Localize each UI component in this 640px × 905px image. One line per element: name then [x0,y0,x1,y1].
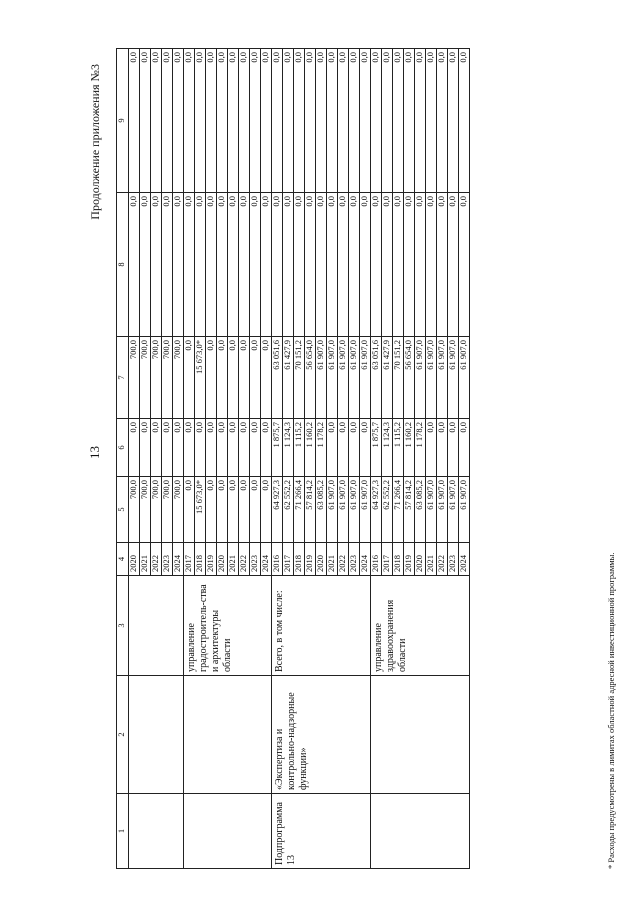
year-cell: 2023 [349,543,360,576]
year-cell: 2024 [173,543,184,576]
value-cell: 0,0 [217,193,228,337]
executor-cell [129,576,184,676]
year-cell: 2017 [382,543,393,576]
column-number: 5 [117,477,129,543]
executor-cell: управление градостроитель-ства и архитектуры области [184,576,272,676]
year-cell: 2019 [305,543,316,576]
value-cell: 0,0 [129,49,140,193]
value-cell: 0,0 [294,49,305,193]
value-cell: 0,0 [151,419,162,477]
value-cell: 61 907,0 [459,337,470,419]
year-cell: 2018 [294,543,305,576]
value-cell: 700,0 [173,337,184,419]
value-cell: 1 875,7 [371,419,382,477]
value-cell: 57 814,2 [404,477,415,543]
value-cell: 0,0 [250,477,261,543]
value-cell: 0,0 [415,193,426,337]
value-cell: 61 907,0 [426,477,437,543]
year-cell: 2017 [283,543,294,576]
year-cell: 2023 [448,543,459,576]
value-cell: 700,0 [140,477,151,543]
value-cell: 0,0 [415,49,426,193]
value-cell: 0,0 [283,49,294,193]
executor-cell: управление здравоохранения области [371,576,470,676]
year-cell: 2020 [316,543,327,576]
value-cell: 0,0 [250,337,261,419]
value-cell: 0,0 [206,49,217,193]
page-number: 13 [87,446,102,459]
value-cell: 0,0 [426,419,437,477]
value-cell: 0,0 [239,477,250,543]
value-cell: 0,0 [228,477,239,543]
value-cell: 700,0 [140,337,151,419]
value-cell: 0,0 [217,419,228,477]
value-cell: 0,0 [184,49,195,193]
value-cell: 0,0 [327,193,338,337]
value-cell: 64 927,3 [371,477,382,543]
value-cell: 0,0 [349,419,360,477]
value-cell: 63 085,2 [316,477,327,543]
value-cell: 0,0 [261,337,272,419]
table-row [272,49,283,869]
value-cell: 0,0 [305,49,316,193]
subprogram-name-cell: «Экспертиза и контрольно-надзорные функции» [272,676,371,794]
value-cell: 63 051,6 [371,337,382,419]
column-number: 2 [117,676,129,794]
value-cell: 0,0 [140,193,151,337]
value-cell: 62 552,2 [382,477,393,543]
value-cell: 1 124,3 [283,419,294,477]
year-cell: 2016 [371,543,382,576]
year-cell: 2023 [250,543,261,576]
budget-table [116,48,470,869]
value-cell: 64 927,3 [272,477,283,543]
footnote: * Расходы предусмотрены в лимитах областной адресной инвестиционной программы. [606,552,616,869]
value-cell: 61 907,0 [327,477,338,543]
value-cell: 63 051,6 [272,337,283,419]
value-cell: 1 160,2 [404,419,415,477]
value-cell: 0,0 [349,193,360,337]
value-cell: 61 907,0 [459,477,470,543]
year-cell: 2024 [459,543,470,576]
value-cell: 0,0 [261,49,272,193]
table-row [371,49,382,869]
table-row [184,49,195,869]
column-number: 9 [117,49,129,193]
value-cell: 62 552,2 [283,477,294,543]
value-cell: 0,0 [195,193,206,337]
column-number-row [117,49,129,869]
year-cell: 2020 [129,543,140,576]
value-cell: 700,0 [151,477,162,543]
year-cell: 2020 [217,543,228,576]
value-cell: 0,0 [393,193,404,337]
year-cell: 2021 [140,543,151,576]
value-cell: 0,0 [250,419,261,477]
value-cell: 0,0 [338,193,349,337]
value-cell: 0,0 [217,337,228,419]
value-cell: 0,0 [316,193,327,337]
value-cell: 0,0 [173,49,184,193]
value-cell: 0,0 [283,193,294,337]
year-cell: 2024 [261,543,272,576]
value-cell: 0,0 [393,49,404,193]
value-cell: 0,0 [272,49,283,193]
value-cell: 700,0 [162,477,173,543]
value-cell: 0,0 [228,419,239,477]
value-cell: 0,0 [437,193,448,337]
value-cell: 0,0 [382,49,393,193]
value-cell: 61 907,0 [448,337,459,419]
table-body [129,49,470,869]
value-cell: 0,0 [228,337,239,419]
value-cell: 0,0 [195,49,206,193]
value-cell: 0,0 [426,49,437,193]
value-cell: 56 654,0 [305,337,316,419]
value-cell: 1 115,2 [393,419,404,477]
value-cell: 0,0 [206,193,217,337]
value-cell: 0,0 [129,193,140,337]
value-cell: 0,0 [162,49,173,193]
value-cell: 0,0 [272,193,283,337]
year-cell: 2016 [272,543,283,576]
year-cell: 2022 [239,543,250,576]
subprogram-name-cell [371,676,470,794]
subprogram-number-cell [371,794,470,869]
value-cell: 0,0 [426,193,437,337]
column-number: 3 [117,576,129,676]
value-cell: 61 427,9 [382,337,393,419]
value-cell: 0,0 [239,193,250,337]
value-cell: 0,0 [184,419,195,477]
value-cell: 0,0 [382,193,393,337]
table-row [129,49,140,869]
value-cell: 0,0 [294,193,305,337]
value-cell: 0,0 [316,49,327,193]
year-cell: 2018 [393,543,404,576]
value-cell: 700,0 [151,337,162,419]
value-cell: 0,0 [184,477,195,543]
value-cell: 0,0 [217,49,228,193]
value-cell: 1 115,2 [294,419,305,477]
value-cell: 61 907,0 [360,337,371,419]
year-cell: 2021 [327,543,338,576]
subprogram-number-cell: Подпрограмма 13 [272,794,371,869]
value-cell: 57 814,2 [305,477,316,543]
value-cell: 0,0 [184,193,195,337]
value-cell: 61 907,0 [327,337,338,419]
value-cell: 0,0 [371,49,382,193]
year-cell: 2019 [404,543,415,576]
value-cell: 0,0 [360,419,371,477]
value-cell: 0,0 [448,419,459,477]
column-number: 4 [117,543,129,576]
value-cell: 0,0 [459,193,470,337]
value-cell: 0,0 [261,477,272,543]
value-cell: 0,0 [261,193,272,337]
value-cell: 0,0 [151,49,162,193]
year-cell: 2024 [360,543,371,576]
value-cell: 0,0 [217,477,228,543]
value-cell: 61 907,0 [349,337,360,419]
value-cell: 0,0 [327,49,338,193]
year-cell: 2022 [338,543,349,576]
appendix-title: Продолжение приложения №3 [88,64,102,220]
value-cell: 700,0 [129,337,140,419]
value-cell: 1 124,3 [382,419,393,477]
value-cell: 0,0 [448,49,459,193]
value-cell: 1 178,2 [415,419,426,477]
value-cell: 1 875,7 [272,419,283,477]
value-cell: 61 907,0 [415,337,426,419]
year-cell: 2019 [206,543,217,576]
value-cell: 0,0 [338,419,349,477]
column-number: 7 [117,337,129,419]
value-cell: 0,0 [360,49,371,193]
value-cell: 0,0 [360,193,371,337]
value-cell: 61 907,0 [437,337,448,419]
year-cell: 2023 [162,543,173,576]
value-cell: 61 907,0 [316,337,327,419]
value-cell: 61 907,0 [349,477,360,543]
column-number: 6 [117,419,129,477]
value-cell: 61 907,0 [360,477,371,543]
value-cell: 0,0 [228,193,239,337]
value-cell: 63 085,2 [415,477,426,543]
value-cell: 0,0 [305,193,316,337]
value-cell: 0,0 [206,477,217,543]
value-cell: 61 907,0 [338,337,349,419]
value-cell: 61 907,0 [338,477,349,543]
subprogram-name-cell [129,676,184,794]
value-cell: 0,0 [261,419,272,477]
subprogram-number-cell [129,794,184,869]
value-cell: 0,0 [327,419,338,477]
value-cell: 70 151,2 [393,337,404,419]
value-cell: 0,0 [228,49,239,193]
value-cell: 0,0 [459,49,470,193]
value-cell: 0,0 [239,419,250,477]
value-cell: 0,0 [371,193,382,337]
year-cell: 2022 [437,543,448,576]
year-cell: 2021 [426,543,437,576]
value-cell: 0,0 [173,419,184,477]
value-cell: 61 907,0 [426,337,437,419]
value-cell: 15 673,0* [195,337,206,419]
value-cell: 0,0 [349,49,360,193]
value-cell: 0,0 [437,419,448,477]
year-cell: 2022 [151,543,162,576]
value-cell: 0,0 [459,419,470,477]
year-cell: 2020 [415,543,426,576]
value-cell: 0,0 [129,419,140,477]
value-cell: 0,0 [173,193,184,337]
value-cell: 700,0 [162,337,173,419]
value-cell: 61 427,9 [283,337,294,419]
year-cell: 2017 [184,543,195,576]
value-cell: 0,0 [404,49,415,193]
value-cell: 0,0 [162,419,173,477]
value-cell: 0,0 [404,193,415,337]
value-cell: 0,0 [206,337,217,419]
column-number: 8 [117,193,129,337]
value-cell: 61 907,0 [448,477,459,543]
value-cell: 56 654,0 [404,337,415,419]
value-cell: 0,0 [239,337,250,419]
value-cell: 0,0 [250,193,261,337]
subprogram-name-cell [184,676,272,794]
value-cell: 0,0 [140,49,151,193]
executor-cell: Всего, в том числе: [272,576,371,676]
value-cell: 0,0 [140,419,151,477]
value-cell: 0,0 [250,49,261,193]
value-cell: 0,0 [151,193,162,337]
value-cell: 71 266,4 [294,477,305,543]
value-cell: 700,0 [129,477,140,543]
value-cell: 0,0 [239,49,250,193]
subprogram-number-cell [184,794,272,869]
value-cell: 0,0 [437,49,448,193]
value-cell: 700,0 [173,477,184,543]
value-cell: 0,0 [206,419,217,477]
year-cell: 2021 [228,543,239,576]
value-cell: 0,0 [448,193,459,337]
value-cell: 1 178,2 [316,419,327,477]
value-cell: 0,0 [195,419,206,477]
value-cell: 0,0 [162,193,173,337]
year-cell: 2018 [195,543,206,576]
value-cell: 61 907,0 [437,477,448,543]
column-number: 1 [117,794,129,869]
value-cell: 71 266,4 [393,477,404,543]
value-cell: 0,0 [338,49,349,193]
value-cell: 70 151,2 [294,337,305,419]
value-cell: 15 673,0* [195,477,206,543]
value-cell: 0,0 [184,337,195,419]
value-cell: 1 160,2 [305,419,316,477]
